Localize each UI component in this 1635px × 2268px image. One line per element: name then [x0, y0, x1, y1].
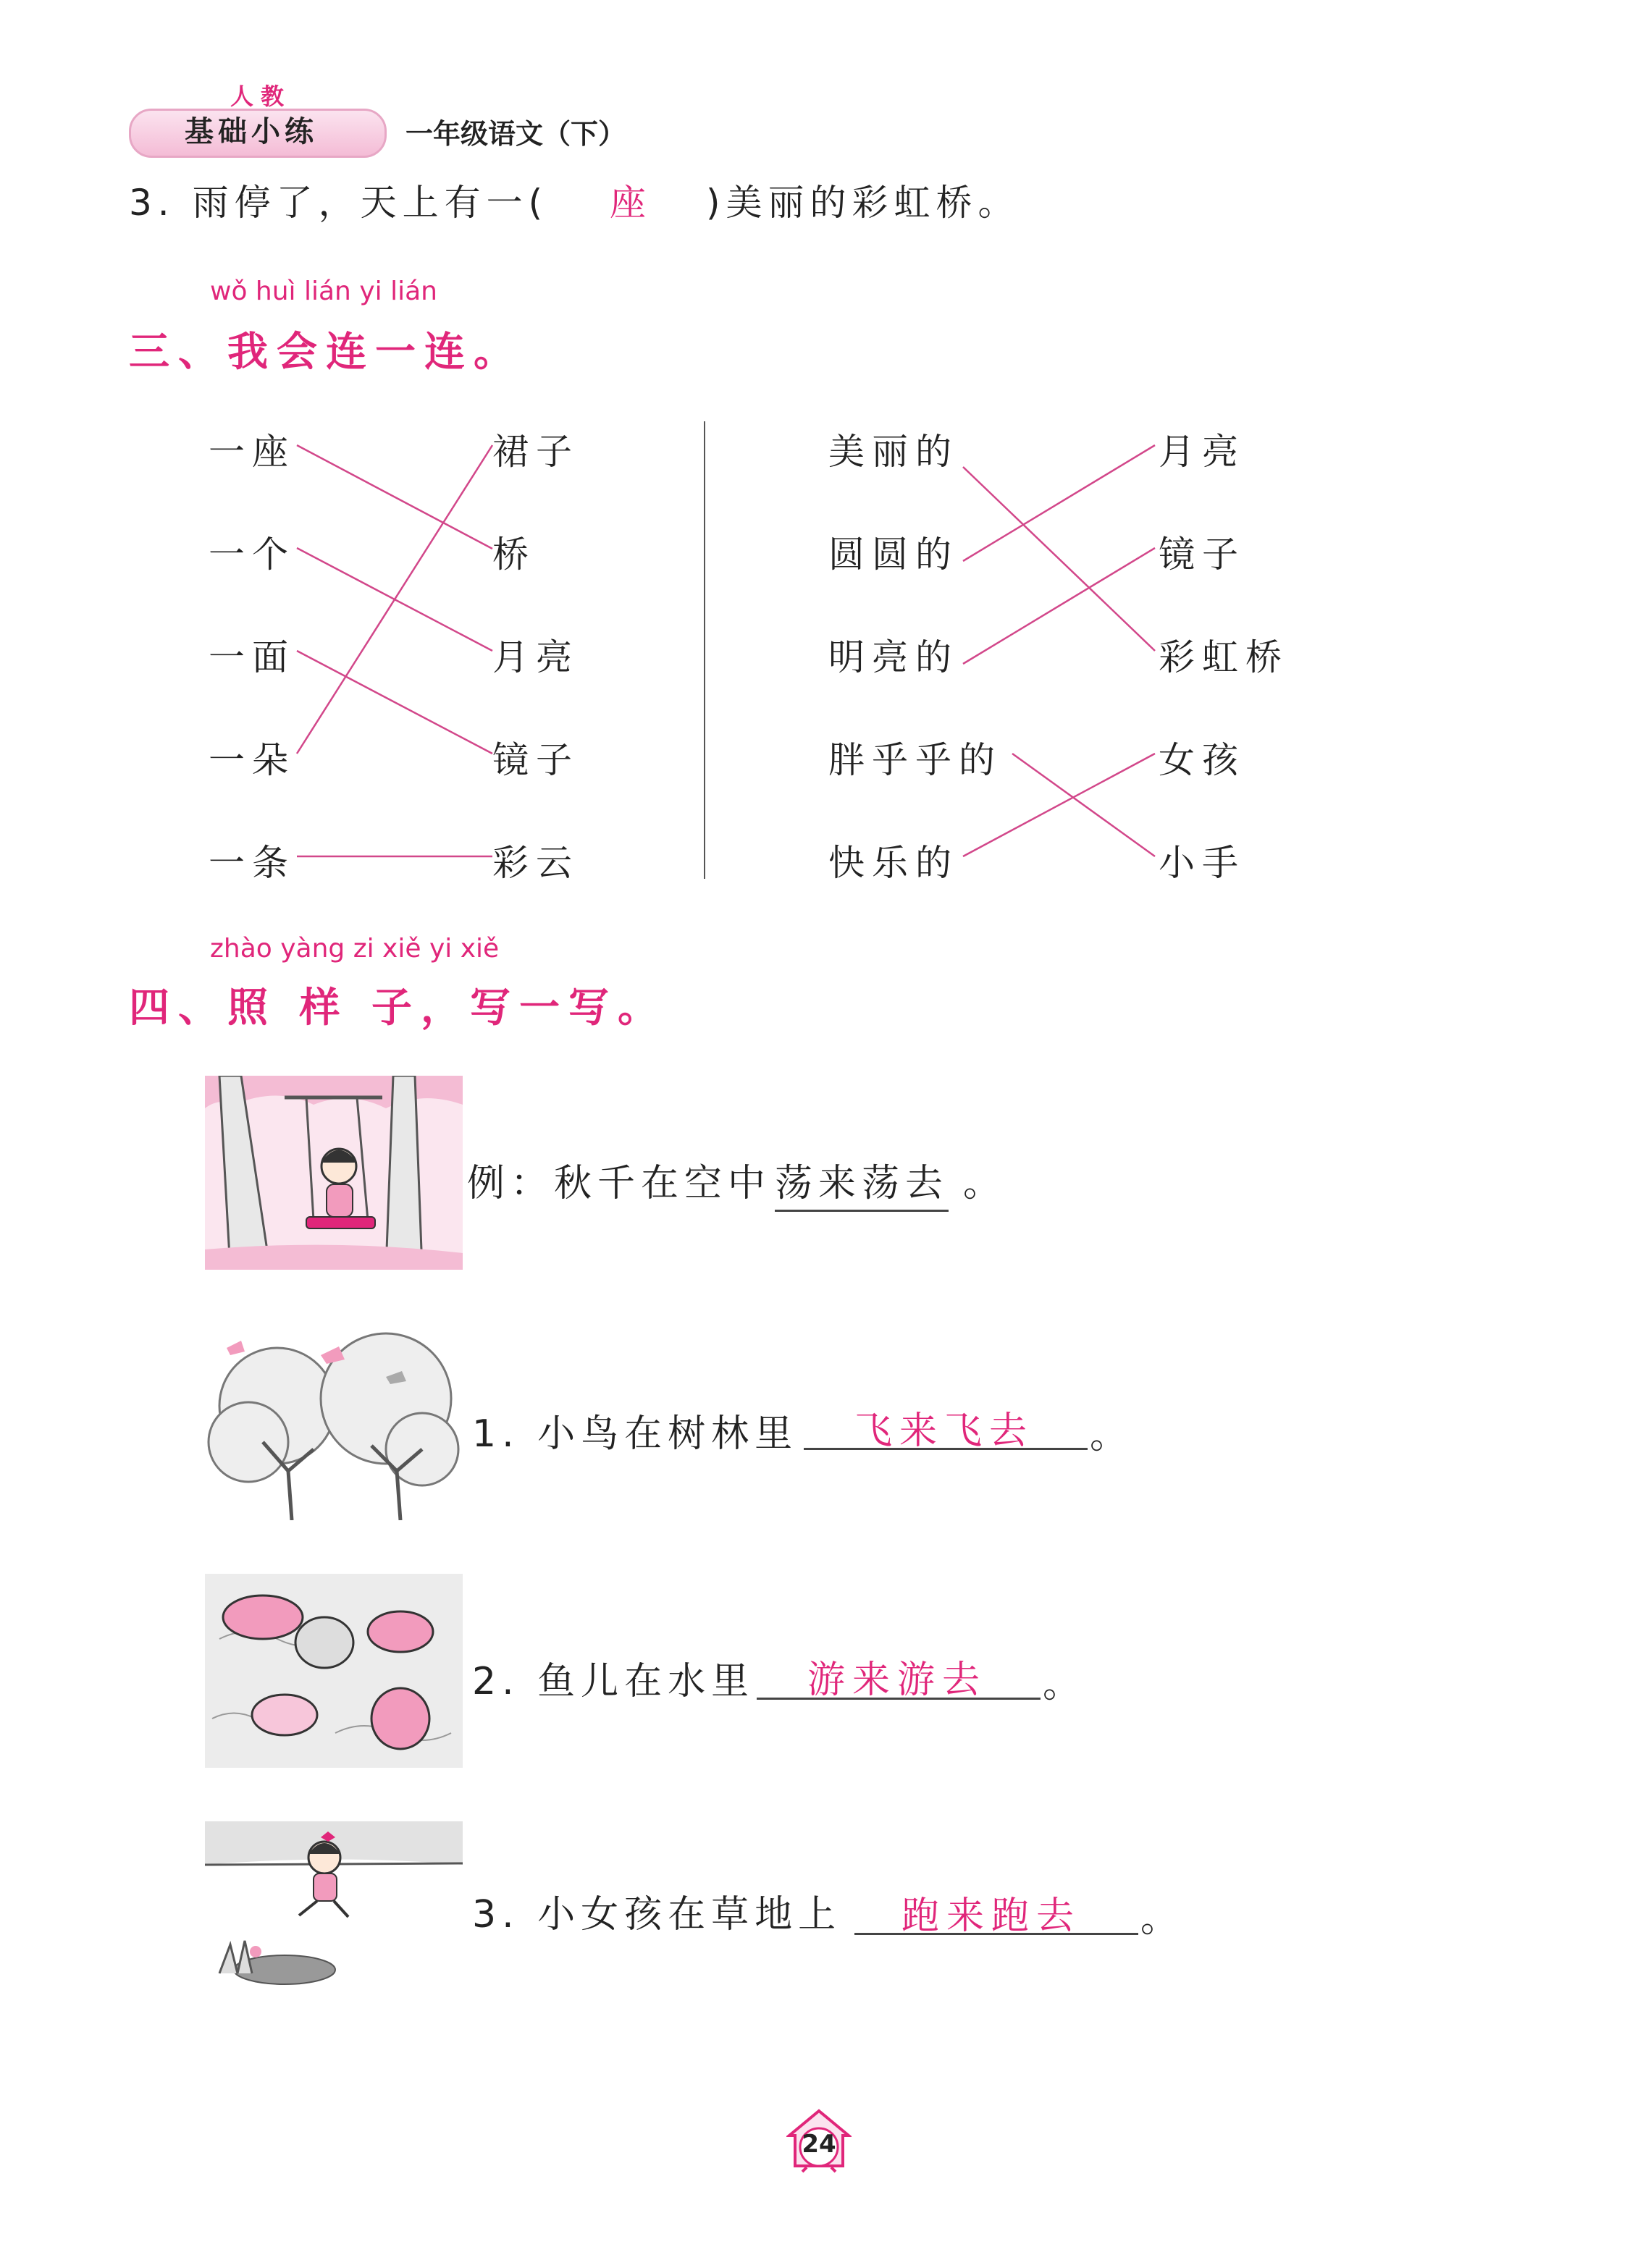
item-1-end: 。 [1090, 1414, 1134, 1457]
match-right-right-3: 彩虹桥 [1159, 636, 1289, 678]
item-2-answer: 游来游去 [807, 1658, 988, 1702]
section-3-pinyin: wǒ huì lián yi lián [210, 277, 437, 306]
match-line [963, 548, 1155, 664]
match-mid-1: 裙子 [492, 431, 579, 473]
match-right-left-5: 快乐的 [828, 842, 959, 884]
match-right-right-2: 镜子 [1159, 534, 1245, 576]
publisher-label: 人教 [230, 83, 292, 110]
match-right-right-5: 小手 [1159, 842, 1245, 884]
match-left-5: 一条 [209, 842, 295, 884]
swing-illustration [205, 1076, 463, 1270]
item-2-end: 。 [1043, 1663, 1087, 1706]
match-right-left-4: 胖乎乎的 [828, 739, 1002, 781]
section-4-pinyin: zhào yàng zi xiě yi xiě [210, 934, 500, 964]
example-sentence: 例：秋千在空中 [467, 1162, 772, 1205]
match-line [297, 651, 492, 754]
item-1-text: 1. 小鸟在树林里 [472, 1412, 799, 1456]
match-right-right-1: 月亮 [1159, 431, 1245, 473]
match-left-4: 一朵 [209, 739, 295, 781]
section-3-title: 三、我会连一连。 [129, 329, 523, 376]
match-mid-3: 月亮 [492, 636, 579, 678]
question-3-suffix: )美丽的彩虹桥。 [706, 182, 1020, 224]
match-line [963, 467, 1155, 651]
match-line [297, 445, 492, 549]
match-left-1: 一座 [209, 431, 295, 473]
match-right-left-2: 圆圆的 [828, 534, 959, 576]
fish-in-water-illustration [205, 1574, 463, 1768]
example-underlined: 荡来荡去 [775, 1152, 949, 1212]
section-4-title: 四、照 样 子，写一写。 [129, 985, 667, 1032]
item-1-answer: 飞来飞去 [854, 1409, 1035, 1453]
question-3-prefix: 3. 雨停了，天上有一( [129, 182, 549, 224]
question-3-answer: 座 [610, 182, 652, 224]
grade-label: 一年级语文（下） [405, 118, 626, 150]
item-2-text: 2. 鱼儿在水里 [472, 1660, 755, 1703]
example-end: 。 [963, 1162, 1007, 1205]
match-left-3: 一面 [209, 636, 295, 678]
match-line [297, 445, 492, 754]
match-mid-4: 镜子 [492, 739, 579, 781]
item-3-answer: 跑来跑去 [901, 1894, 1082, 1938]
match-mid-5: 彩云 [492, 842, 579, 884]
match-right-right-4: 女孩 [1159, 739, 1245, 781]
item-3-end: 。 [1140, 1897, 1185, 1941]
match-right-left-1: 美丽的 [828, 431, 959, 473]
girl-on-grass-illustration [205, 1821, 463, 1988]
item-3-text: 3. 小女孩在草地上 [472, 1893, 842, 1936]
birds-in-forest-illustration [205, 1326, 463, 1520]
match-left-2: 一个 [209, 534, 295, 576]
match-line [963, 445, 1155, 561]
match-line [963, 754, 1155, 856]
match-line [1012, 754, 1155, 856]
page-number: 24 [802, 2130, 836, 2159]
series-label: 基础小练 [185, 115, 318, 148]
match-right-left-3: 明亮的 [828, 636, 959, 678]
match-mid-2: 桥 [492, 534, 536, 576]
matching-lines [0, 0, 1635, 941]
